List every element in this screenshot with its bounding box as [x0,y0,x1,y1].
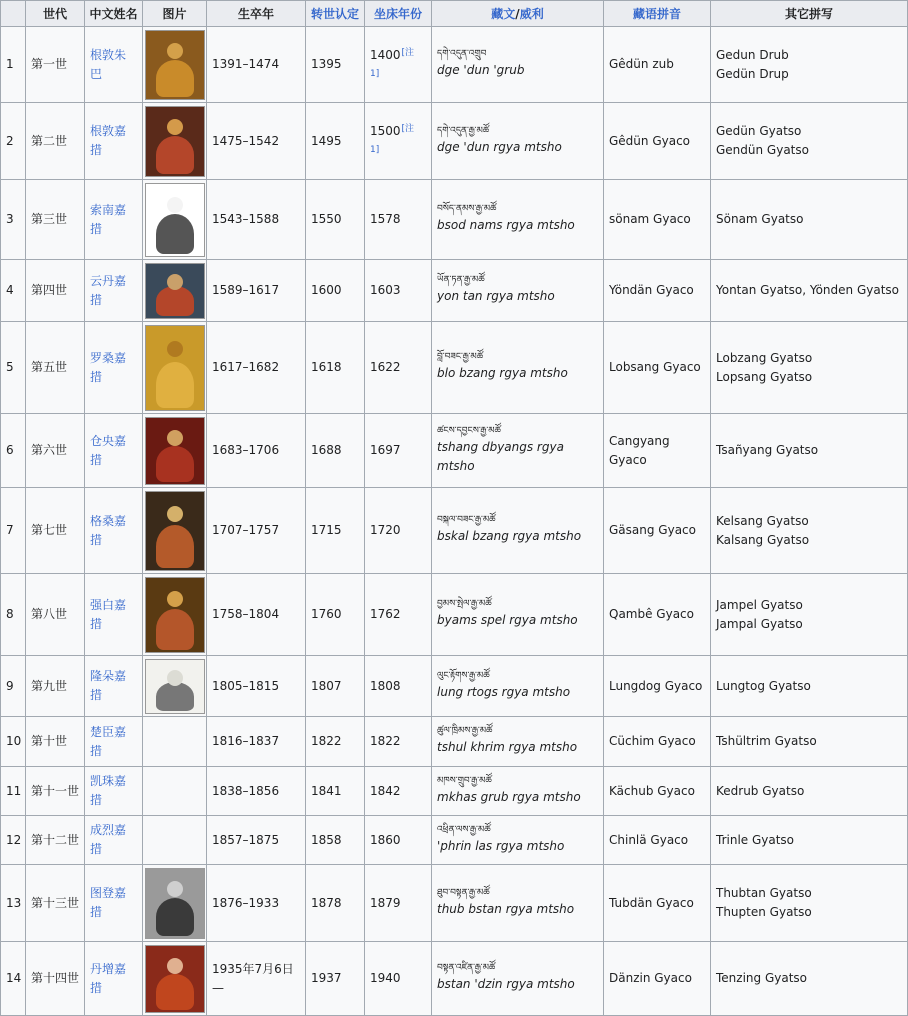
chinese-name-cell [85,717,143,767]
enthroned-year: 1697 [370,443,401,457]
chinese-name-cell [85,260,143,322]
recognized-cell: 1937 [306,942,365,1016]
lifespan-cell: 1935年7月6日— [207,942,306,1016]
row-number: 1 [1,27,26,103]
wylie-text: bskal bzang rgya mtsho [437,529,582,543]
tibetan-script: ཚངས་དབྱངས་རྒྱ་མཚོ [437,425,501,436]
enthroned-cell [365,103,432,180]
enthroned-year: 1603 [370,283,401,297]
table-row [1,942,908,1016]
table-row [1,865,908,942]
header-tibetan-link[interactable]: 藏文 [491,7,516,21]
picture-cell [143,767,207,816]
enthroned-cell [365,717,432,767]
pinyin-cell: sönam Gyaco [604,180,711,260]
tibetan-wylie-cell [432,103,604,180]
header-row [1,1,908,27]
chinese-name-cell [85,322,143,414]
other-spelling: Tshültrim Gyatso [716,734,817,748]
other-spellings-cell [711,260,908,322]
row-number: 10 [1,717,26,767]
tibetan-wylie-cell [432,717,604,767]
other-spelling: Gendün Gyatso [716,143,809,157]
lifespan-cell: 1543–1588 [207,180,306,260]
pinyin-cell: Gäsang Gyaco [604,488,711,574]
table-row [1,574,908,656]
wylie-text: dge 'dun 'grub [437,63,525,77]
enthroned-year: 1860 [370,832,401,847]
enthroned-cell [365,656,432,717]
chinese-name-link[interactable]: 根敦嘉措 [90,124,127,157]
other-spellings-cell [711,574,908,656]
enthroned-cell [365,180,432,260]
header-slash: / [515,7,520,21]
tibetan-wylie-cell [432,656,604,717]
enthroned-year: 1879 [370,895,401,910]
chinese-name-cell [85,942,143,1016]
lifespan-cell: 1805–1815 [207,656,306,717]
tibetan-script: བློ་བཟང་རྒྱ་མཚོ [437,352,484,362]
chinese-name-link[interactable]: 仓央嘉措 [90,433,127,467]
header-enthroned-link[interactable]: 坐床年份 [365,1,432,27]
lifespan-cell: 1589–1617 [207,260,306,322]
recognized-cell: 1618 [306,322,365,414]
tibetan-wylie-cell [432,942,604,1016]
portrait-image[interactable] [145,868,205,939]
recognized-cell: 1715 [306,488,365,574]
table-row [1,767,908,816]
chinese-name-link[interactable]: 罗桑嘉措 [90,350,127,384]
enthroned-cell [365,488,432,574]
tibetan-wylie-cell [432,574,604,656]
generation-cell: 第七世 [26,488,85,574]
chinese-name-link[interactable]: 丹增嘉措 [90,961,127,995]
enthroned-year: 1808 [370,678,401,693]
recognized-cell: 1878 [306,865,365,942]
generation-cell: 第十二世 [26,816,85,865]
other-spelling: Jampal Gyatso [716,616,803,631]
row-number: 11 [1,767,26,816]
lifespan-cell: 1857–1875 [207,816,306,865]
other-spellings-cell [711,414,908,488]
chinese-name-link[interactable]: 隆朵嘉措 [90,669,127,702]
pinyin-cell: Cüchim Gyaco [604,717,711,767]
pinyin-cell: Qambê Gyaco [604,574,711,656]
header-no [1,1,26,27]
lifespan-cell: 1475–1542 [207,103,306,180]
picture-cell [143,488,207,574]
pinyin-cell: Gêdün zub [604,27,711,103]
recognized-cell: 1841 [306,767,365,816]
other-spelling: Gedün Drup [716,66,789,81]
pinyin-cell: Kächub Gyaco [604,767,711,816]
picture-cell [143,816,207,865]
wylie-text: mkhas grub rgya mtsho [437,789,581,804]
table-body [1,27,908,1016]
portrait-image[interactable] [145,30,205,100]
other-spelling: Jampel Gyatso [716,597,803,612]
wylie-text: byams spel rgya mtsho [437,613,578,627]
enthroned-cell [365,816,432,865]
other-spellings-cell [711,656,908,717]
table-row [1,322,908,414]
tibetan-wylie-cell [432,180,604,260]
wylie-text: bstan 'dzin rgya mtsho [437,977,575,991]
enthroned-year: 1622 [370,360,401,374]
other-spellings-cell [711,488,908,574]
header-pinyin-link[interactable]: 藏语拼音 [604,1,711,27]
header-wylie-link[interactable]: 威利 [519,7,544,21]
chinese-name-link[interactable]: 索南嘉措 [90,202,127,236]
picture-cell [143,717,207,767]
lifespan-cell: 1391–1474 [207,27,306,103]
picture-cell [143,260,207,322]
enthroned-cell [365,414,432,488]
lifespan-cell: 1876–1933 [207,865,306,942]
picture-cell [143,942,207,1016]
picture-cell [143,322,207,414]
tibetan-wylie-cell [432,414,604,488]
row-number: 8 [1,574,26,656]
tibetan-script: བྱམས་སྤེལ་རྒྱ་མཚོ [437,599,492,609]
tibetan-script: ཐུབ་བསྟན་རྒྱ་མཚོ [437,887,490,898]
other-spellings-cell [711,717,908,767]
chinese-name-cell [85,816,143,865]
chinese-name-link[interactable]: 楚臣嘉措 [90,724,127,758]
enthroned-cell [365,260,432,322]
table-row [1,816,908,865]
table-row [1,27,908,103]
tibetan-script: ཚུལ་ཁྲིམས་རྒྱ་མཚོ [437,726,493,736]
generation-cell: 第十世 [26,717,85,767]
recognized-cell: 1760 [306,574,365,656]
generation-cell: 第三世 [26,180,85,260]
other-spellings-cell [711,103,908,180]
tibetan-wylie-cell [432,767,604,816]
enthroned-year: 1578 [370,212,401,226]
portrait-image[interactable] [145,325,205,411]
header-picture: 图片 [143,1,207,27]
enthroned-year: 1720 [370,523,401,537]
other-spelling: Tsañyang Gyatso [716,443,819,457]
chinese-name-link[interactable]: 凯珠嘉措 [90,774,127,807]
wylie-text: bsod nams rgya mtsho [437,218,575,232]
tibetan-wylie-cell [432,322,604,414]
tibetan-script: མཁས་གྲུབ་རྒྱ་མཚོ [437,775,492,786]
lifespan-cell: 1816–1837 [207,717,306,767]
enthroned-cell [365,27,432,103]
picture-cell [143,865,207,942]
row-number: 6 [1,414,26,488]
recognized-cell: 1688 [306,414,365,488]
wylie-text: dge 'dun rgya mtsho [437,139,562,154]
footnote-link[interactable]: [注 1] [370,47,415,79]
other-spelling: Kelsang Gyatso [716,513,809,528]
chinese-name-cell [85,180,143,260]
recognized-cell: 1858 [306,816,365,865]
other-spellings-cell [711,767,908,816]
generation-cell: 第一世 [26,27,85,103]
table-row [1,103,908,180]
lifespan-cell: 1838–1856 [207,767,306,816]
generation-cell: 第八世 [26,574,85,656]
pinyin-cell: Lungdog Gyaco [604,656,711,717]
portrait-image[interactable] [145,106,205,177]
other-spellings-cell [711,865,908,942]
picture-cell [143,574,207,656]
header-lifespan: 生卒年 [207,1,306,27]
lifespan-cell: 1683–1706 [207,414,306,488]
tibetan-wylie-cell [432,27,604,103]
picture-cell [143,180,207,260]
chinese-name-cell [85,574,143,656]
picture-cell [143,103,207,180]
generation-cell: 第九世 [26,656,85,717]
enthroned-year: 1762 [370,607,401,621]
pinyin-cell: Lobsang Gyaco [604,322,711,414]
enthroned-year: 1400 [370,47,401,62]
portrait-image[interactable] [145,491,205,571]
other-spelling: Yontan Gyatso, Yönden Gyatso [716,283,899,297]
enthroned-cell [365,942,432,1016]
chinese-name-cell [85,103,143,180]
generation-cell: 第十一世 [26,767,85,816]
recognized-cell: 1600 [306,260,365,322]
picture-cell [143,656,207,717]
table-row [1,180,908,260]
wylie-text: blo bzang rgya mtsho [437,366,568,380]
lifespan-cell: 1758–1804 [207,574,306,656]
tibetan-script: བསྟན་འཛིན་རྒྱ་མཚོ [437,963,496,973]
other-spellings-cell [711,27,908,103]
chinese-name-cell [85,767,143,816]
other-spelling: Lopsang Gyatso [716,369,813,384]
recognized-cell: 1807 [306,656,365,717]
chinese-name-link[interactable]: 格桑嘉措 [90,513,127,547]
tibetan-script: དགེ་འདུན་རྒྱ་མཚོ [437,125,490,136]
tibetan-script: བསོད་ནམས་རྒྱ་མཚོ [437,204,497,214]
header-chinese-name: 中文姓名 [85,1,143,27]
tibetan-wylie-cell [432,488,604,574]
row-number: 13 [1,865,26,942]
table-row [1,717,908,767]
tibetan-script: ལུང་རྟོགས་རྒྱ་མཚོ [437,670,490,681]
row-number: 5 [1,322,26,414]
enthroned-year: 1940 [370,971,401,985]
chinese-name-cell [85,656,143,717]
recognized-cell: 1550 [306,180,365,260]
header-generation: 世代 [26,1,85,27]
pinyin-cell: Cangyang Gyaco [604,414,711,488]
row-number: 4 [1,260,26,322]
enthroned-year: 1500 [370,124,401,138]
row-number: 9 [1,656,26,717]
other-spelling: Kalsang Gyatso [716,532,810,547]
table-row [1,260,908,322]
pinyin-cell: Tubdän Gyaco [604,865,711,942]
pinyin-cell: Dänzin Gyaco [604,942,711,1016]
generation-cell: 第四世 [26,260,85,322]
portrait-image[interactable] [145,263,205,319]
header-other: 其它拼写 [711,1,908,27]
row-number: 2 [1,103,26,180]
tibetan-script: འཕྲིན་ལས་རྒྱ་མཚོ [437,824,491,835]
pinyin-cell: Chinlä Gyaco [604,816,711,865]
table-row [1,414,908,488]
pinyin-cell: Yöndän Gyaco [604,260,711,322]
enthroned-year: 1822 [370,734,401,748]
wylie-text: thub bstan rgya mtsho [437,901,575,916]
portrait-image[interactable] [145,659,205,714]
other-spelling: Gedün Gyatso [716,124,802,138]
enthroned-year: 1842 [370,783,401,798]
portrait-image[interactable] [145,577,205,653]
chinese-name-link[interactable]: 成烈嘉措 [90,823,127,856]
recognized-cell: 1822 [306,717,365,767]
wylie-text: 'phrin las rgya mtsho [437,838,565,853]
enthroned-cell [365,322,432,414]
other-spelling: Thubtan Gyatso [716,886,812,900]
wylie-text: yon tan rgya mtsho [437,289,555,303]
lifespan-cell: 1617–1682 [207,322,306,414]
other-spellings-cell [711,180,908,260]
chinese-name-link[interactable]: 强白嘉措 [90,597,127,631]
generation-cell: 第六世 [26,414,85,488]
other-spelling: Thupten Gyatso [716,905,812,919]
wylie-text: tshang dbyangs rgya mtsho [437,439,564,473]
recognized-cell: 1495 [306,103,365,180]
other-spellings-cell [711,942,908,1016]
header-recognized-link[interactable]: 转世认定 [306,1,365,27]
other-spelling: Tenzing Gyatso [716,971,808,985]
wylie-text: tshul khrim rgya mtsho [437,740,578,754]
chinese-name-link[interactable]: 图登嘉措 [90,886,127,919]
chinese-name-cell [85,414,143,488]
other-spelling: Sönam Gyatso [716,212,804,226]
chinese-name-link[interactable]: 云丹嘉措 [90,273,127,307]
row-number: 14 [1,942,26,1016]
enthroned-cell [365,574,432,656]
footnote-link[interactable]: [注 1] [370,124,415,155]
row-number: 3 [1,180,26,260]
tibetan-wylie-cell [432,260,604,322]
tibetan-script: བསྐལ་བཟང་རྒྱ་མཚོ [437,515,496,525]
other-spelling: Gedun Drub [716,47,789,62]
generation-cell: 第十四世 [26,942,85,1016]
picture-cell [143,27,207,103]
tibetan-wylie-cell [432,816,604,865]
recognized-cell: 1395 [306,27,365,103]
row-number: 7 [1,488,26,574]
generation-cell: 第二世 [26,103,85,180]
other-spellings-cell [711,322,908,414]
table-row [1,656,908,717]
chinese-name-cell [85,27,143,103]
chinese-name-cell [85,865,143,942]
generation-cell: 第十三世 [26,865,85,942]
pinyin-cell: Gêdün Gyaco [604,103,711,180]
chinese-name-cell [85,488,143,574]
wylie-text: lung rtogs rgya mtsho [437,684,571,699]
enthroned-cell [365,865,432,942]
other-spelling: Lungtog Gyatso [716,678,811,693]
lifespan-cell: 1707–1757 [207,488,306,574]
generation-cell: 第五世 [26,322,85,414]
other-spelling: Trinle Gyatso [716,832,795,847]
tibetan-script: ཡོན་ཏན་རྒྱ་མཚོ [437,275,485,285]
table-row [1,488,908,574]
enthroned-cell [365,767,432,816]
tibetan-wylie-cell [432,865,604,942]
other-spelling: Kedrub Gyatso [716,783,805,798]
tibetan-script: དགེ་འདུན་འགྲུབ [437,49,487,59]
portrait-image[interactable] [145,417,205,485]
chinese-name-link[interactable]: 根敦朱巴 [90,47,127,81]
portrait-image[interactable] [145,183,205,257]
other-spellings-cell [711,816,908,865]
picture-cell [143,414,207,488]
row-number: 12 [1,816,26,865]
other-spelling: Lobzang Gyatso [716,350,813,365]
header-tibetan-wylie [432,1,604,27]
portrait-image[interactable] [145,945,205,1013]
